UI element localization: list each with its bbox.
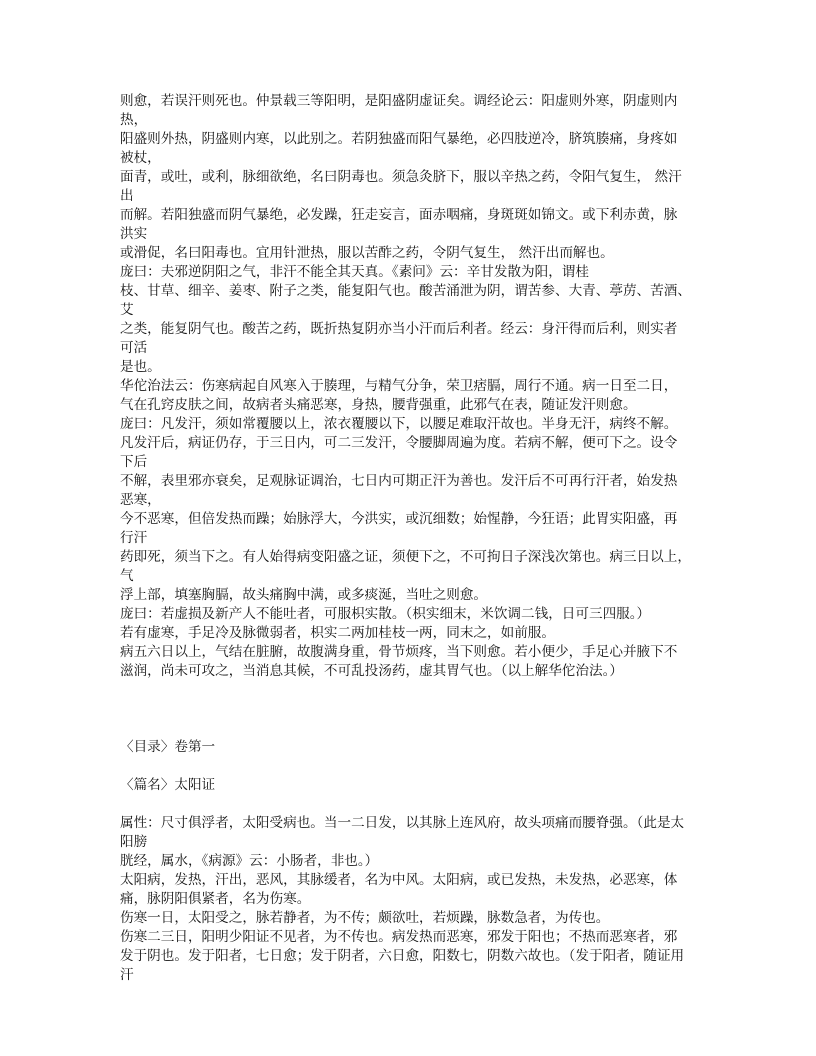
text-line: 属性：尺寸俱浮者，太阳受病也。当一二日发，以其脉上连风府，故头项痛而腰脊强。（此是太 — [120, 815, 685, 831]
text-line: 之类，能复阴气也。酸苦之药，既折热复阴亦当小汗而后利者。经云：身汗得而后利，则实者 — [120, 321, 678, 337]
text-block-1 — [120, 92, 700, 681]
text-line: 阳膀 — [120, 834, 148, 850]
chapter-heading: 〈篇名〉太阳证 — [120, 777, 216, 793]
text-line: 滋润，尚未可攻之，当消息其候，不可乱投汤药，虚其胃气也。（以上解华佗治法。） — [120, 663, 623, 679]
text-line: 恶寒， — [120, 492, 161, 508]
text-line: 热， — [120, 112, 148, 128]
text-line: 可活 — [120, 340, 148, 356]
text-line: 气 — [120, 568, 134, 584]
text-line: 今不恶寒，但倍发热而躁；始脉浮大，今洪实，或沉细数；始惺静，今狂语；此胃实阳盛，再 — [120, 511, 678, 527]
text-line: 面青，或吐，或利，脉细欲绝，名曰阴毒也。须急灸脐下，服以辛热之药，令阳气复生， 然汗 — [120, 169, 682, 185]
text-line: 胱经，属水，《病源》云：小肠者，非也。） — [120, 853, 379, 869]
text-line: 气在孔窍皮肤之间，故病者头痛恶寒，身热，腰背强重，此邪气在表，随证发汗则愈。 — [120, 397, 637, 413]
text-line: 汗 — [120, 967, 134, 983]
text-block-2 — [120, 814, 700, 985]
text-line: 发于阴也。发于阳者，七日愈；发于阴者，六日愈，阳数七，阴数六故也。（发于阳者，随证用 — [120, 948, 685, 964]
toc-heading: 〈目录〉卷第一 — [120, 739, 216, 755]
text-line: 洪实 — [120, 226, 148, 242]
text-line: 被杖， — [120, 150, 161, 166]
text-line: 艾 — [120, 302, 134, 318]
text-line: 痛，脉阴阳俱紧者，名为伤寒。 — [120, 891, 311, 907]
text-line: 华佗治法云：伤寒病起自风寒入于腠理，与精气分争，荣卫痞膈，周行不通。病一日至二日， — [120, 378, 678, 394]
text-line: 凡发汗后，病证仍存，于三日内，可二三发汗，令腰脚周遍为度。若病不解，便可下之。设令 — [120, 435, 678, 451]
text-line: 若有虚寒，手足冷及脉微弱者，枳实二两加桂枝一两，同末之，如前服。 — [120, 625, 555, 641]
document-page — [120, 92, 700, 985]
text-line: 出 — [120, 188, 134, 204]
text-line: 阳盛则外热，阴盛则内寒，以此别之。若阴独盛而阳气暴绝，必四肢逆冷，脐筑腠痛，身疼如 — [120, 131, 678, 147]
text-line: 而解。若阳独盛而阴气暴绝，必发躁，狂走妄言，面赤咽痛，身斑斑如锦文。或下利赤黄，脉 — [120, 207, 678, 223]
text-line: 伤寒一日，太阳受之，脉若静者，为不传；颇欲吐，若烦躁，脉数急者，为传也。 — [120, 910, 610, 926]
text-line: 行汗 — [120, 530, 148, 546]
text-line: 是也。 — [120, 359, 161, 375]
text-line: 则愈，若误汗则死也。仲景载三等阳明，是阳盛阴虚证矣。调经论云：阳虚则外寒，阴虚则内 — [120, 93, 678, 109]
text-line: 庞曰：夫邪逆阴阳之气，非汗不能全其天真。《素问》云：辛甘发散为阳，谓桂 — [120, 264, 589, 280]
text-line: 药即死，须当下之。有人始得病变阳盛之证，须便下之，不可拘日子深浅次第也。病三日以上， — [120, 549, 691, 565]
text-line: 庞曰：若虚损及新产人不能吐者，可服枳实散。（枳实细末，米饮调二钱，日可三四服。） — [120, 606, 651, 622]
text-line: 不解，表里邪亦衰矣，足观脉证调治，七日内可期正汗为善也。发汗后不可再行汗者，始发热 — [120, 473, 678, 489]
text-line: 伤寒二三日，阳明少阳证不见者，为不传也。病发热而恶寒，邪发于阳也；不热而恶寒者，邪 — [120, 929, 678, 945]
text-line: 太阳病，发热，汗出，恶风，其脉缓者，名为中风。太阳病，或已发热，未发热，必恶寒，体 — [120, 872, 678, 888]
text-line: 下后 — [120, 454, 148, 470]
text-line: 枝、甘草、细辛、姜枣、附子之类，能复阳气也。酸苦涌泄为阴，谓苦参、大青、葶苈、苦酒、 — [120, 283, 691, 299]
text-line: 浮上部，填塞胸膈，故头痛胸中满，或多痰涎，当吐之则愈。 — [120, 587, 488, 603]
text-line: 或滑促，名曰阳毒也。宜用针泄热，服以苦酢之药，令阴气复生， 然汗出而解也。 — [120, 245, 614, 261]
text-line: 庞曰：凡发汗，须如常覆腰以上，浓衣覆腰以下，以腰足难取汗故也。半身无汗，病终不解。 — [120, 416, 678, 432]
text-line: 病五六日以上，气结在脏腑，故腹满身重，骨节烦疼，当下则愈。若小便少，手足心并腋下不 — [120, 644, 678, 660]
